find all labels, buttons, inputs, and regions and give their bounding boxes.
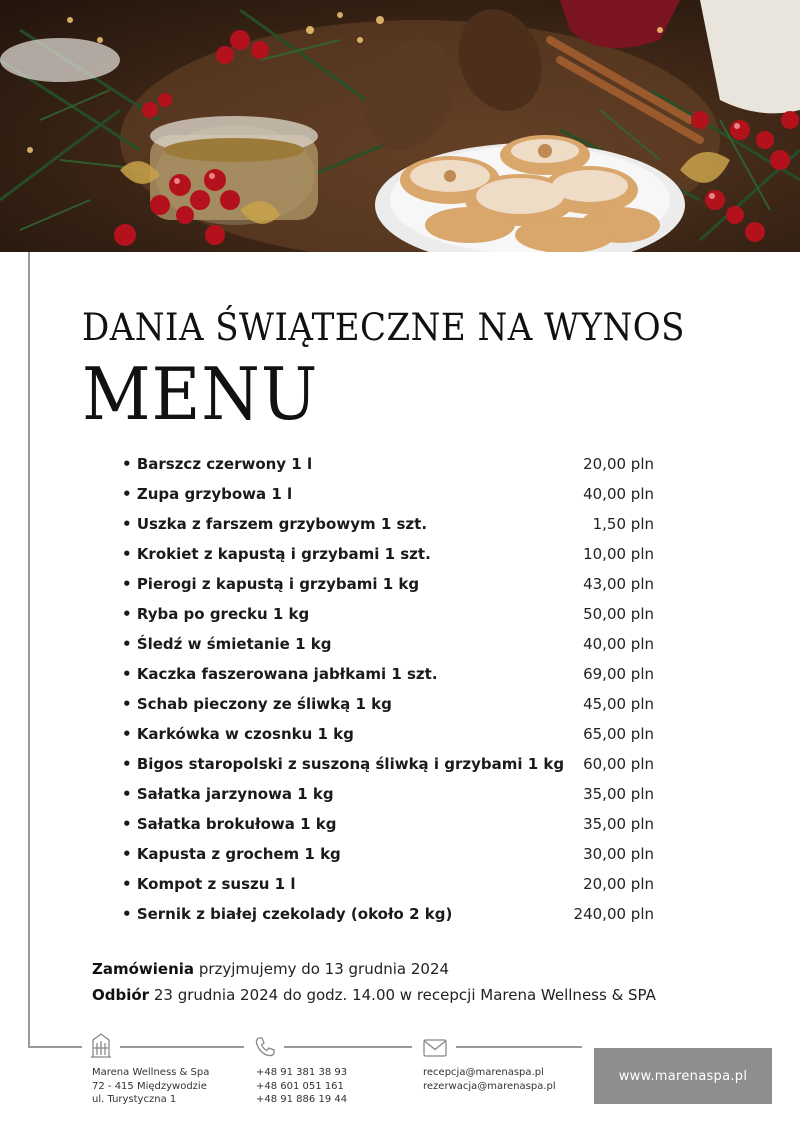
- menu-list: [122, 449, 654, 929]
- phone-number[interactable]: +48 91 381 38 93: [256, 1067, 348, 1078]
- menu-item-price: 43,00 pln: [583, 575, 654, 593]
- menu-item-name: • Uszka z farszem grzybowym 1 szt.: [122, 515, 427, 533]
- menu-item: [122, 689, 654, 719]
- menu-item: [122, 659, 654, 689]
- menu-item-name: • Śledź w śmietanie 1 kg: [122, 635, 331, 653]
- frame-line-bottom: [120, 1046, 244, 1048]
- menu-item-price: 40,00 pln: [583, 485, 654, 503]
- menu-item-price: 35,00 pln: [583, 815, 654, 833]
- menu-item: [122, 599, 654, 629]
- menu-item-price: 40,00 pln: [583, 635, 654, 653]
- menu-item: [122, 719, 654, 749]
- menu-item-name: • Barszcz czerwony 1 l: [122, 455, 312, 473]
- menu-item-price: 1,50 pln: [592, 515, 654, 533]
- address-line: 72 - 415 Międzywodzie: [92, 1080, 207, 1092]
- pickup-label: Odbiór: [92, 986, 150, 1004]
- menu-item-price: 45,00 pln: [583, 695, 654, 713]
- menu-item-name: • Karkówka w czosnku 1 kg: [122, 725, 354, 743]
- menu-item-name: • Zupa grzybowa 1 l: [122, 485, 292, 503]
- menu-item-name: • Krokiet z kapustą i grzybami 1 szt.: [122, 545, 431, 563]
- menu-item-price: 20,00 pln: [583, 455, 654, 473]
- page-subtitle: DANIA ŚWIĄTECZNE NA WYNOS: [82, 306, 685, 349]
- footer-emails: [423, 1066, 556, 1093]
- menu-item-name: • Kaczka faszerowana jabłkami 1 szt.: [122, 665, 438, 683]
- pickup-info: [92, 986, 656, 1004]
- frame-line-bottom: [28, 1046, 82, 1048]
- menu-item: [122, 629, 654, 659]
- menu-item: [122, 509, 654, 539]
- building-icon: [90, 1032, 112, 1058]
- menu-item-name: • Bigos staropolski z suszoną śliwką i grzybami 1 kg: [122, 755, 564, 773]
- menu-item-price: 60,00 pln: [583, 755, 654, 773]
- footer-address: [92, 1066, 209, 1107]
- menu-item: [122, 569, 654, 599]
- menu-item: [122, 539, 654, 569]
- menu-item: [122, 779, 654, 809]
- hero-image: [0, 0, 800, 252]
- frame-line-vertical: [28, 252, 30, 1048]
- menu-item-name: • Kapusta z grochem 1 kg: [122, 845, 341, 863]
- menu-item-price: 30,00 pln: [583, 845, 654, 863]
- menu-item-name: • Kompot z suszu 1 l: [122, 875, 295, 893]
- phone-icon: [254, 1036, 276, 1058]
- website-box[interactable]: [594, 1048, 772, 1104]
- menu-item: [122, 449, 654, 479]
- menu-item-price: 35,00 pln: [583, 785, 654, 803]
- menu-item: [122, 809, 654, 839]
- menu-item-name: • Sałatka jarzynowa 1 kg: [122, 785, 334, 803]
- menu-item-name: • Schab pieczony ze śliwką 1 kg: [122, 695, 392, 713]
- menu-item-price: 69,00 pln: [583, 665, 654, 683]
- address-line: Marena Wellness & Spa: [92, 1067, 210, 1078]
- menu-item-name: • Sałatka brokułowa 1 kg: [122, 815, 336, 833]
- orders-label: Zamówienia: [92, 960, 195, 978]
- orders-text: przyjmujemy do 13 grudnia 2024: [194, 960, 450, 978]
- menu-item-price: 20,00 pln: [583, 875, 654, 893]
- pickup-text: 23 grudnia 2024 do godz. 14.00 w recepcji Marena Wellness & SPA: [149, 986, 656, 1004]
- menu-item-price: 65,00 pln: [583, 725, 654, 743]
- website-link[interactable]: www.marenaspa.pl: [618, 1068, 748, 1084]
- menu-item: [122, 899, 654, 929]
- menu-item-name: • Ryba po grecku 1 kg: [122, 605, 309, 623]
- menu-item: [122, 479, 654, 509]
- menu-item-price: 10,00 pln: [583, 545, 654, 563]
- email-link[interactable]: recepcja@marenaspa.pl: [423, 1067, 544, 1078]
- frame-line-bottom: [284, 1046, 412, 1048]
- menu-item-name: • Pierogi z kapustą i grzybami 1 kg: [122, 575, 419, 593]
- menu-item: [122, 839, 654, 869]
- page-title: MENU: [82, 352, 319, 436]
- orders-info: [92, 960, 449, 978]
- frame-line-bottom: [456, 1046, 582, 1048]
- menu-item: [122, 869, 654, 899]
- footer-phones: [256, 1066, 347, 1107]
- phone-number[interactable]: +48 601 051 161: [256, 1080, 344, 1092]
- mail-icon: [423, 1039, 447, 1057]
- email-link[interactable]: rezerwacja@marenaspa.pl: [423, 1080, 556, 1092]
- menu-item-price: 50,00 pln: [583, 605, 654, 623]
- menu-item: [122, 749, 654, 779]
- address-line: ul. Turystyczna 1: [92, 1094, 177, 1105]
- menu-item-price: 240,00 pln: [573, 905, 654, 923]
- menu-item-name: • Sernik z białej czekolady (około 2 kg): [122, 905, 452, 923]
- phone-number[interactable]: +48 91 886 19 44: [256, 1094, 348, 1105]
